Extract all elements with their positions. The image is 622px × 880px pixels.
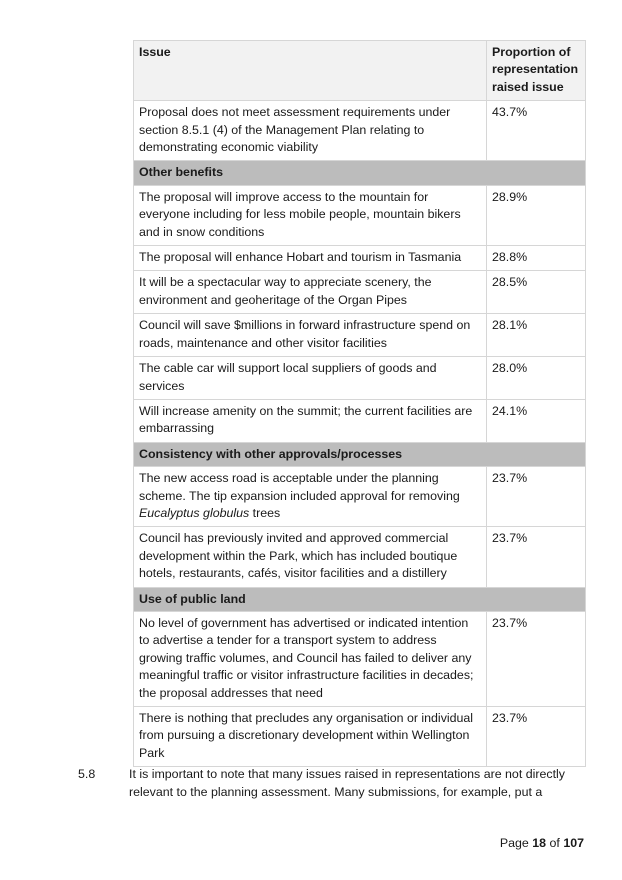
page-label: Page — [499, 836, 529, 850]
species-name-italic: Eucalyptus globulus — [139, 505, 250, 520]
table-row — [134, 271, 586, 314]
row-issue-text: No level of government has advertised or indicated intention to advertise a tender for a transport system to address growing traffic volumes, and Council has failed to deliver any meaningful traffic or visitor infrastructure facilities in decades; the proposal addresses that need — [134, 611, 487, 706]
table-row — [134, 707, 586, 767]
row-proportion-value: 23.7% — [487, 611, 586, 706]
row-proportion-value: 23.7% — [487, 527, 586, 587]
table-row — [134, 527, 586, 587]
row-issue-text: Will increase amenity on the summit; the current facilities are embarrassing — [134, 399, 487, 442]
table-row — [134, 101, 586, 161]
table-row — [134, 399, 586, 442]
issues-table — [133, 40, 586, 767]
row-proportion-value: 28.5% — [487, 271, 586, 314]
row-issue-text: Council will save $millions in forward infrastructure spend on roads, maintenance and other visitor facilities — [134, 314, 487, 357]
table-row — [134, 467, 586, 527]
row-proportion-value: 43.7% — [487, 101, 586, 161]
row-proportion-value: 23.7% — [487, 707, 586, 767]
row-text-before: The new access road is acceptable under the planning scheme. The tip expansion included approval for removing — [139, 471, 460, 503]
row-issue-text: The proposal will enhance Hobart and tourism in Tasmania — [134, 246, 487, 271]
page-footer — [500, 836, 584, 850]
current-page-number: 18 — [532, 836, 547, 850]
row-issue-text: It will be a spectacular way to appreciate scenery, the environment and geoheritage of the Organ Pipes — [134, 271, 487, 314]
total-pages: 107 — [563, 836, 584, 850]
table-row — [134, 611, 586, 706]
row-issue-text — [134, 467, 487, 527]
paragraph-number: 5.8 — [78, 767, 96, 781]
header-proportion: Proportion of representation raised issue — [487, 41, 586, 101]
row-issue-text: There is nothing that precludes any organisation or individual from pursuing a discretionary development within Wellington Park — [134, 707, 487, 767]
table-row — [134, 314, 586, 357]
paragraph-text: It is important to note that many issues raised in representations are not directly relevant to the planning assessment. Many submissions, for example, put a — [129, 767, 565, 799]
section-header-other-benefits — [134, 161, 586, 185]
table-row — [134, 246, 586, 271]
section-title: Use of public land — [134, 587, 586, 611]
section-header-consistency — [134, 442, 586, 466]
section-title: Consistency with other approvals/processes — [134, 442, 586, 466]
row-issue-text: Proposal does not meet assessment requirements under section 8.5.1 (4) of the Management Plan relating to demonstrating economic viability — [134, 101, 487, 161]
row-issue-text: Council has previously invited and approved commercial development within the Park, which has included boutique hotels, restaurants, cafés, visitor facilities and a distillery — [134, 527, 487, 587]
table-header-row — [134, 41, 586, 101]
section-header-public-land — [134, 587, 586, 611]
row-proportion-value: 23.7% — [487, 467, 586, 527]
section-title: Other benefits — [134, 161, 586, 185]
row-proportion-value: 28.0% — [487, 357, 586, 400]
row-text-after: trees — [249, 505, 281, 520]
row-proportion-value: 28.1% — [487, 314, 586, 357]
table-row — [134, 185, 586, 245]
row-issue-text: The proposal will improve access to the mountain for everyone including for less mobile people, mountain bikers and in snow conditions — [134, 185, 487, 245]
header-issue: Issue — [134, 41, 487, 101]
row-issue-text: The cable car will support local suppliers of goods and services — [134, 357, 487, 400]
row-proportion-value: 28.9% — [487, 185, 586, 245]
table-row — [134, 357, 586, 400]
row-proportion-value: 28.8% — [487, 246, 586, 271]
row-proportion-value: 24.1% — [487, 399, 586, 442]
of-label: of — [549, 836, 560, 850]
